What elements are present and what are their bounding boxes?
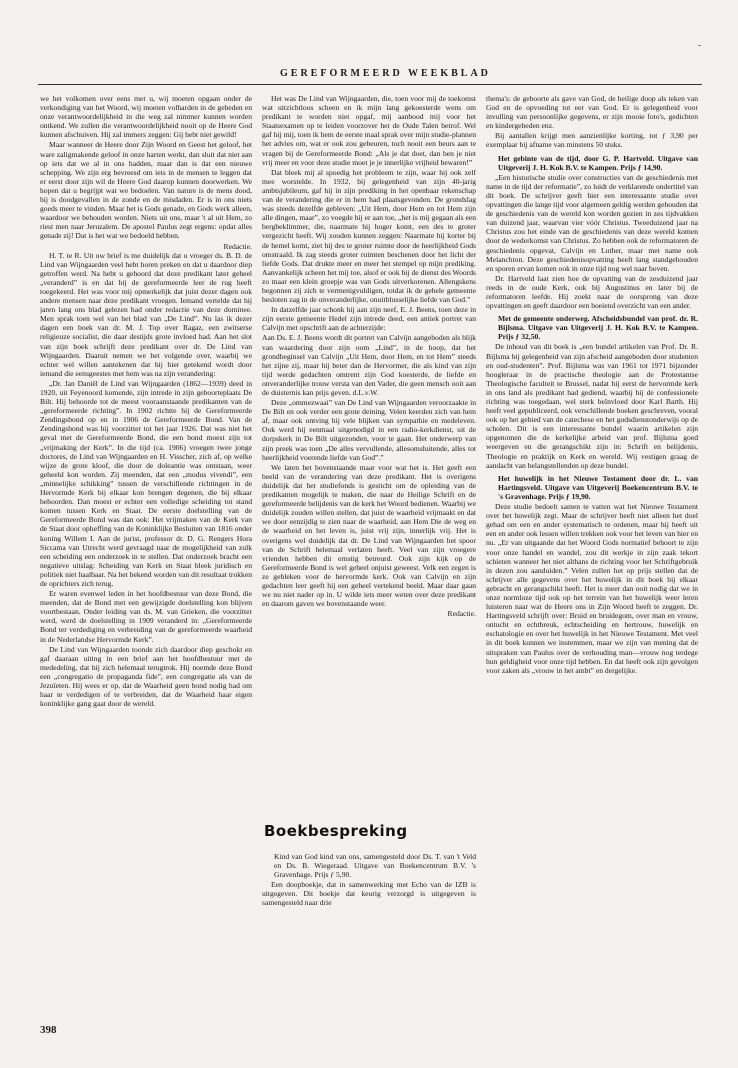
col2-paragraph: Deze „ommezwaai” van De Lind van Wijngaarden veroorzaakte in De Bilt en ook verder een grote deining. Velen keerden zich van hem af, maar ook ontving hij vele blijken van sympathie en medeleven. Ook werd hij eenmaal uitgenodigd in een radio-kerkdienst, uit de dorpskerk in De Bilt uitgezonden, voor te gaan. Het onderwerp van zijn preek was toen „De alles vervullende, allesomsluitende, alles tot heerlijkheid voerende liefde van God”.” xyxy=(262,398,476,462)
review-text: Een doopboekje, dat in samenwerking met Echo van de IZB is uitgegeven. Dit boekje dat keurig verzorgd is uitgegeven is samengesteld naar drie xyxy=(262,880,476,908)
review-item xyxy=(486,314,698,470)
signature: Redactie. xyxy=(447,609,476,619)
review-text: „Een historische studie over constructies van de geschiedenis met name in de tijd der reformatie”, zo luidt de verklarende ondertitel van dit boek. De schrijver geeft hier een interessante studie over opvattingen die lange tijd voor algemeen geldig werden gehouden dat de geschiedenis van de wereld kon worden gezien in zes tijdvakken van duizend jaar, waarvan vier vóór Christus. Tweeduizend jaar na Christus zou het einde van de geschiedenis van deze wereld komen door de wederkomst van Christus. Zo hebben ook de reformatoren de geschiedenis opgevat, Calvijn en Luther, maar met name ook Melanchton. Deze geschiedenisopvatting heeft lang standgehouden en sporen ervan komen ook in onze tijd nog wel naar boven. xyxy=(486,172,698,273)
col1-paragraph: „Dr. Jan Daniël de Lind van Wijngaarden (1862—1939) deed in 1920, uit Feyenoord komende, zijn intrede in zijn geboorteplaats De Bilt. Hij behoorde tot de meest vooraanstaande predikanten van de „gereformeerde richting”. In 1902 richtte hij de Gereformeerde Zendingsbond op en in 1906 de Gereformeerde Bond. Van de Zendingsbond was hij voorzitter tot het jaar 1926. Dat was niet het geval met de Gereformeerde Bond, die een bond moest zijn tot „vrijmaking der Kerk”. In die tijd (ca. 1906) vroegen twee jonge doctores, de Lind van Wijngaarden en H. Visscher, zich af, op welke wijze de grote kloof, die door de doleantie was ontstaan, weer geheeld kon worden. Zij meenden, dat een „modus vivendi”, een „minnelijke schikking” tussen de verschillende richtingen in de Hervormde Kerk bij elkaar kon brengen degenen, die bij elkaar behoorden. Dan moest er echter een volledige scheiding tot stand komen tussen Kerk en Staat. De eerste doelstelling van de Gereformeerde Bond was dan ook: Het vrijmaken van de Kerk van de Staat door opheffing van de Koninklijke Besluiten van 1816 onder koning Willem I. Aan de jurist, professor dr. D. G. Rengers Hora Siccama van Utrecht werd gevraagd naar de mogelijkheid van zulk een scheiding een onderzoek in te stellen. Dat onderzoek bracht een negatieve uitslag: Scheiding van Kerk en Staat bleek juridisch en politiek niet haalbaar. Na het bekend worden van dit resultaat trokken de oprichters zich terug. xyxy=(40,378,252,588)
column-1 xyxy=(40,94,252,1014)
review-title: Kind van God kind van ons, samengesteld door Ds. T. van 't Veld en Ds. B. Wiegeraad. Uitgave van Boekencentrum B.V. 's Gravenhage. Prijs ƒ 5,90. xyxy=(274,852,476,880)
column-2 xyxy=(262,94,476,724)
page-corner-mark: - xyxy=(698,40,702,51)
column-3 xyxy=(486,94,698,1014)
review-title: Het gebinte van de tijd, door G. P. Hartveld. Uitgave van Uitgeverij J. H. Kok B.V. te Kampen. Prijs ƒ 14,90. xyxy=(498,153,698,172)
review-text: Deze studie bedoelt samen te vatten wat het Nieuwe Testament over het huwelijk zegt. Maar de schrijver heeft niet alleen het doel gehad om een en ander systematisch te ordenen, maar hij heeft uit een en ander ook lessen willen trekken ook voor het leven van hier en nu. „Er van uitgaande dat het Woord Gods normatief behoort te zijn voor onze handel en wandel, zou dit werkje in zijn zaak tekort schieten wanneer het niet althans de richting voor het Schriftgebruik in dezen zou aanduiden.” Velen zullen het op prijs stellen dat de schrijver alle gegevens over het huwelijk in dit boek bij elkaar gebracht en gerangschikt heeft. Het is meer dan ooit nodig dat we in onze normloze tijd ook op het terrein van het huwelijk weer leren luisteren naar wat de Heere ons in Zijn Woord heeft te zeggen. Dr. Hartingsveld schrijft over: Bruid en bruidegom, over man en vrouw, ontucht en echtbreuk, echtscheiding en hertrouw, huwelijk en eschatologie en over het huwelijk in het Nieuwe Testament. Met veel in dit boek kunnen we instemmen, maar we zijn van mening dat de uitspraken van Paulus over de verhouding man—vrouw nog terdege hun geldigheid voor onze tijd hebben. En dat heeft ook zijn gevolgen voor zaken als „vrouw in het ambt” en dergelijke. xyxy=(486,502,698,675)
col2-paragraph: We laten het bovenstaande maar voor wat het is. Het geeft een beeld van de verandering van deze predikant. Het is overigens duidelijk dat het studiefonds is gesticht om de opleiding van de predikanten mogelijk te maken, die naar de Heilige Schrift en de gereformeerde belijdenis van de kerk het Woord bedienen. Waarbij we duidelijk zouden willen stellen, dat juist de waarheid vrijmaakt en dat we door eenzijdig te zien naar de waarheid, aan Hem Die de weg en de waarheid en het leven is, juist vrij zijn, innerlijk vrij. Het is overigens wel duidelijk dat dr. De Lind van Wijngaarden het spoor van de Schrift helemaal verlaten heeft. Veel van zijn vroegere vrienden hebben dit ernstig betreurd. Ook zijn kijk op de Gereformeerde Bond is wel geheel onjuist geweest. Velk een zegen is ze gebleken voor de hervormde kerk. Ook van Calvijn en zijn gedachten leer geeft hij een geheel vertekend beeld. Maar daar gaan we nu niet nader op in. U wilde iets meer weten over deze predikant en daarom gaven we bovenstaande weer. xyxy=(262,462,476,609)
signature: Redactie. xyxy=(223,241,252,251)
col1-paragraph: Er waren evenwel leden in het hoofdbestuur van deze Bond, die meenden, dat de Bond met een gewijzigde doelstelling kon blijven voortbestaan. Onder leiding van ds. M. van Grieken, die voorzitter werd, werd de doelstelling in 1909 veranderd in: „Gereformeerde Bond ter verdediging en verbreiding van de gereformeerde waarheid in de Nederlandse Hervormde Kerk”. xyxy=(40,589,252,644)
col1-paragraph: H. T. te R. Uit uw brief is me duidelijk dat u vroeger ds. B. D. de Lind van Wijngaarden veel hebt horen preken en dat u daardoor diep getroffen werd. Na hebt u gehoord dat deze predikant later geheel „veranderd” is en dat hij de gereformeerde leer de rug heeft toegekeerd. Het was voor mij opmerkelijk dat juist dezer dagen ook andere mensen naar deze predikant vroegen. Iemand vertelde dat hij jaren lang ons blad gelezen had onder redactie van deze dominee. Men sprak toen wel van het blad van „De Lind”. Nu las ik dezer dagen een boek van dr. M. J. Top over Ragaz, een zwitserse religieuze socialist, die daar destijds grote invloed had. Aan het slot van zijn boek schrijft deze predikant over dr. De Lind van Wijngaarden. Daaruit nemen we het volgende over, waarbij we echter wel willen aantekenen dat hij hier getekend wordt door iemand die eensgeestes met hem was na zijn verandering: xyxy=(40,250,252,378)
header-rule xyxy=(38,84,702,85)
review-item xyxy=(486,474,698,675)
col1-paragraph: we het volkomen over eens met u, wij moeten opgaan onder de verkondiging van het Woord, wij moeten volharden in de gebeden en onze verantwoordelijkheid in die weg zal nimmer kunnen worden ontkend. We zullen die verantwoordelijkheid nooit op de Heere God kunnen afschuiven. Hij zal immers zeggen: Gij hebt niet gewild! xyxy=(40,94,252,140)
review-item xyxy=(262,852,476,908)
review-text: De inhoud van dit boek is „een bundel artikelen van Prof. Dr. R. Bijlsma bij gelegenheid van zijn afscheid aangeboden door studenten en oud-studenten”. Prof. Bijlsma was van 1961 tot 1971 bijzonder hoogleraar in de practische theologie aan de Protestantse Theologische faculteit te Brussel, nadat hij eerst de hervormde kerk in ons land als predikant had gediend, waarbij hij de confessionele richting was toegedaan, wel sterk beïnvloed door Karl Barth. Hij heeft veel gepubliceerd, ook verschillende boeken geschreven, vooral ook op het gebied van de catechese en het godsdienstonderwijs op de scholen. Dit is een interessante bundel waarin artikelen zijn opgenomen die de kerkelijke arbeid van prof. Bijlsma goed weergeven en die gerangschikt zijn in: Schrift en belijdenis, Theologie en praktijk en Kerk en wereld. Wij vestigen graag de aandacht van belangstellenden op deze bundel. xyxy=(486,342,698,470)
col2-paragraph: Dat bleek mij al spoedig het probleem te zijn, waar hij ook zelf mee worstelde. In 1932, bij gelegenheid van zijn 40-jarig ambtsjubileum, gaf hij in zijn prediking in het openbaar rekenschap van de verandering die er in hem had plaatsgevonden. De grondslag was steeds dezelfde gebleven: „Uit Hem, door Hem en tot Hem zijn alle dingen, maar”, zo voegde hij er aan toe, „het is mij gegaan als een bergbeklimmer, die, naarmate hij hoger komt, een des te groter vergezicht heeft. Wij zouden kunnen zeggen: Naarmate hij korter bij de hemel komt, ziet hij des te groter ruimte door de heerlijkheid Gods omstraald. Ik zag steeds groter ruimten beschenen door het licht der liefde Gods. Dat drukte meer en meer het stempel op mijn prediking. Aanvankelijk scheen het mij toe, alsof er ook bij de dienst des Woords zo maar een klein groepje was van Gods uitverkorenen. Allengskens begonnen zij zich te vermenigvuldigen, totdat ik de gehele gemeente besloten zag in de onveranderlijke, onuitblusselijke liefde van God.” xyxy=(262,167,476,305)
col2-paragraph: In datzelfde jaar schonk hij aan zijn neef, E. J. Beens, toen deze in zijn eerste gemeente Hedel zijn intrede deed, een antiek portret van Calvijn met opschrift aan de achterzijde: xyxy=(262,305,476,333)
review-title: Het huwelijk in het Nieuwe Testament door dr. L. van Hartingsveld. Uitgave van Uitgeverij Boekencentrum B.V. te 's Gravenhage. Prijs ƒ 19,90. xyxy=(498,473,698,501)
col3-paragraph: thema's: de geboorte als gave van God, de heilige doop als teken van God en de opvoeding tot eer van God. Er is gelegenheid voor invulling van persoonlijke gegevens, er zijn mooie foto's, gedichten en kindergebeden enz. xyxy=(486,94,698,131)
section-title: Boekbespreking xyxy=(264,822,408,840)
review-text: Dr. Hartveld laat zien hoe de opvatting van de zesduizend jaar reeds in de oude Kerk, ook bij Augustinus en later bij de reformatoren leefde. Hij zoekt naar de oorsprong van deze opvattingen en geeft daardoor een boeiend overzicht van een ander. xyxy=(486,273,698,311)
review-item xyxy=(486,154,698,311)
column-2-review xyxy=(262,848,476,1018)
review-title: Met de gemeente onderweg. Afscheidsbundel van prof. dr. R. Bijlsma. Uitgave van Uitgeverij J. H. Kok B.V. te Kampen. Prijs ƒ 32,50. xyxy=(498,314,698,342)
page-number: 398 xyxy=(40,1024,57,1036)
col1-paragraph: Maar wanneer de Heere door Zijn Woord en Geest het geloof, het ware zaligmakende geloof in onze harten werkt, dan sluit dat niet aan op iets dat we al in ons hadden, maar dan is dat een nieuwe schepping. We zijn erg bevreesd om iets in de mensen te leggen dat er eerst door zijn wil de Heere God daarop kunnen doorwerken. We hopen dat u begrijpt wat we bedoelen. Van nature is de mens dood, hij is doodgevallen in de zonde en de misdaden. Er is in ons niets goeds meer te vinden. Maar het is Gods genade, en Gods werk alleen, waardoor we behouden worden. Niets uit ons, maar 't al uit Hem, zo riest men naar Jeruzalem. De apostel Paulus zegt ergens: opdat alles genade zij! Dat is het wat we bedoeld hebben. xyxy=(40,140,252,241)
col1-paragraph: De Lind van Wijngaarden toonde zich daardoor diep geschokt en gaf daaraan uiting in een brief aan het hoofdbestuur met de mededeling, dat hij zich helemaal terugtrok. Hij noemde deze Bond een „congregatio de propaganda fide”, een congregatie als van de Jezuïeten. Hij wees er op, dat de Waarheid geen bond nodig had om haar te verdedigen of te verbreiden, dat de Waarheid haar eigen koninklijke gang gaat door de wereld. xyxy=(40,644,252,709)
col2-paragraph: Het was De Lind van Wijngaarden, die, toen voor mij de toekomst wat uitzichtloos scheen en ik mijn lang gekoesterde wens om predikant te worden niet opgaf, mij aanbood mij voor het Staatsexamen op te leiden voorzover het de Oude Talen betrof. Wel gaf hij mij, toen ik hem de eerste maal sprak over mijn studie-plannen het advies om, wat er ook zou gebeuren, toch nooit een beurs aan te vragen bij de Gereformeerde Bond: „Als je dat doet, dan ben je niet vrij meer en voor deze studie moet je je innerlijke vrijheid bewaren!” xyxy=(262,94,476,167)
col3-paragraph: Bij aantallen krijgt men aanzienlijke korting, tot ƒ 3,90 per exemplaar bij afname van minstens 50 stuks. xyxy=(486,131,698,150)
page-header: GEREFORMEERD WEEKBLAD xyxy=(280,68,491,79)
portrait-inscription-quote: Aan Ds. E. J. Beens wordt dit portret van Calvijn aangeboden als blijk van waardering door zijn oom „Lind”, in de hoop, dat het grondbeginsel van Calvijn „Uit Hem, door Hem, en tot Hem” steeds het zijne zij, maar hij beter dan de Hervormer, die als kind van zijn tijd werde gedachten omtrent zijn God koesterde, de liefde en onveranderlijke trouw versta van den Vader, die geen mensch ooit aan de duisternis kan prijs geven. d.L.v.W. xyxy=(262,333,476,397)
